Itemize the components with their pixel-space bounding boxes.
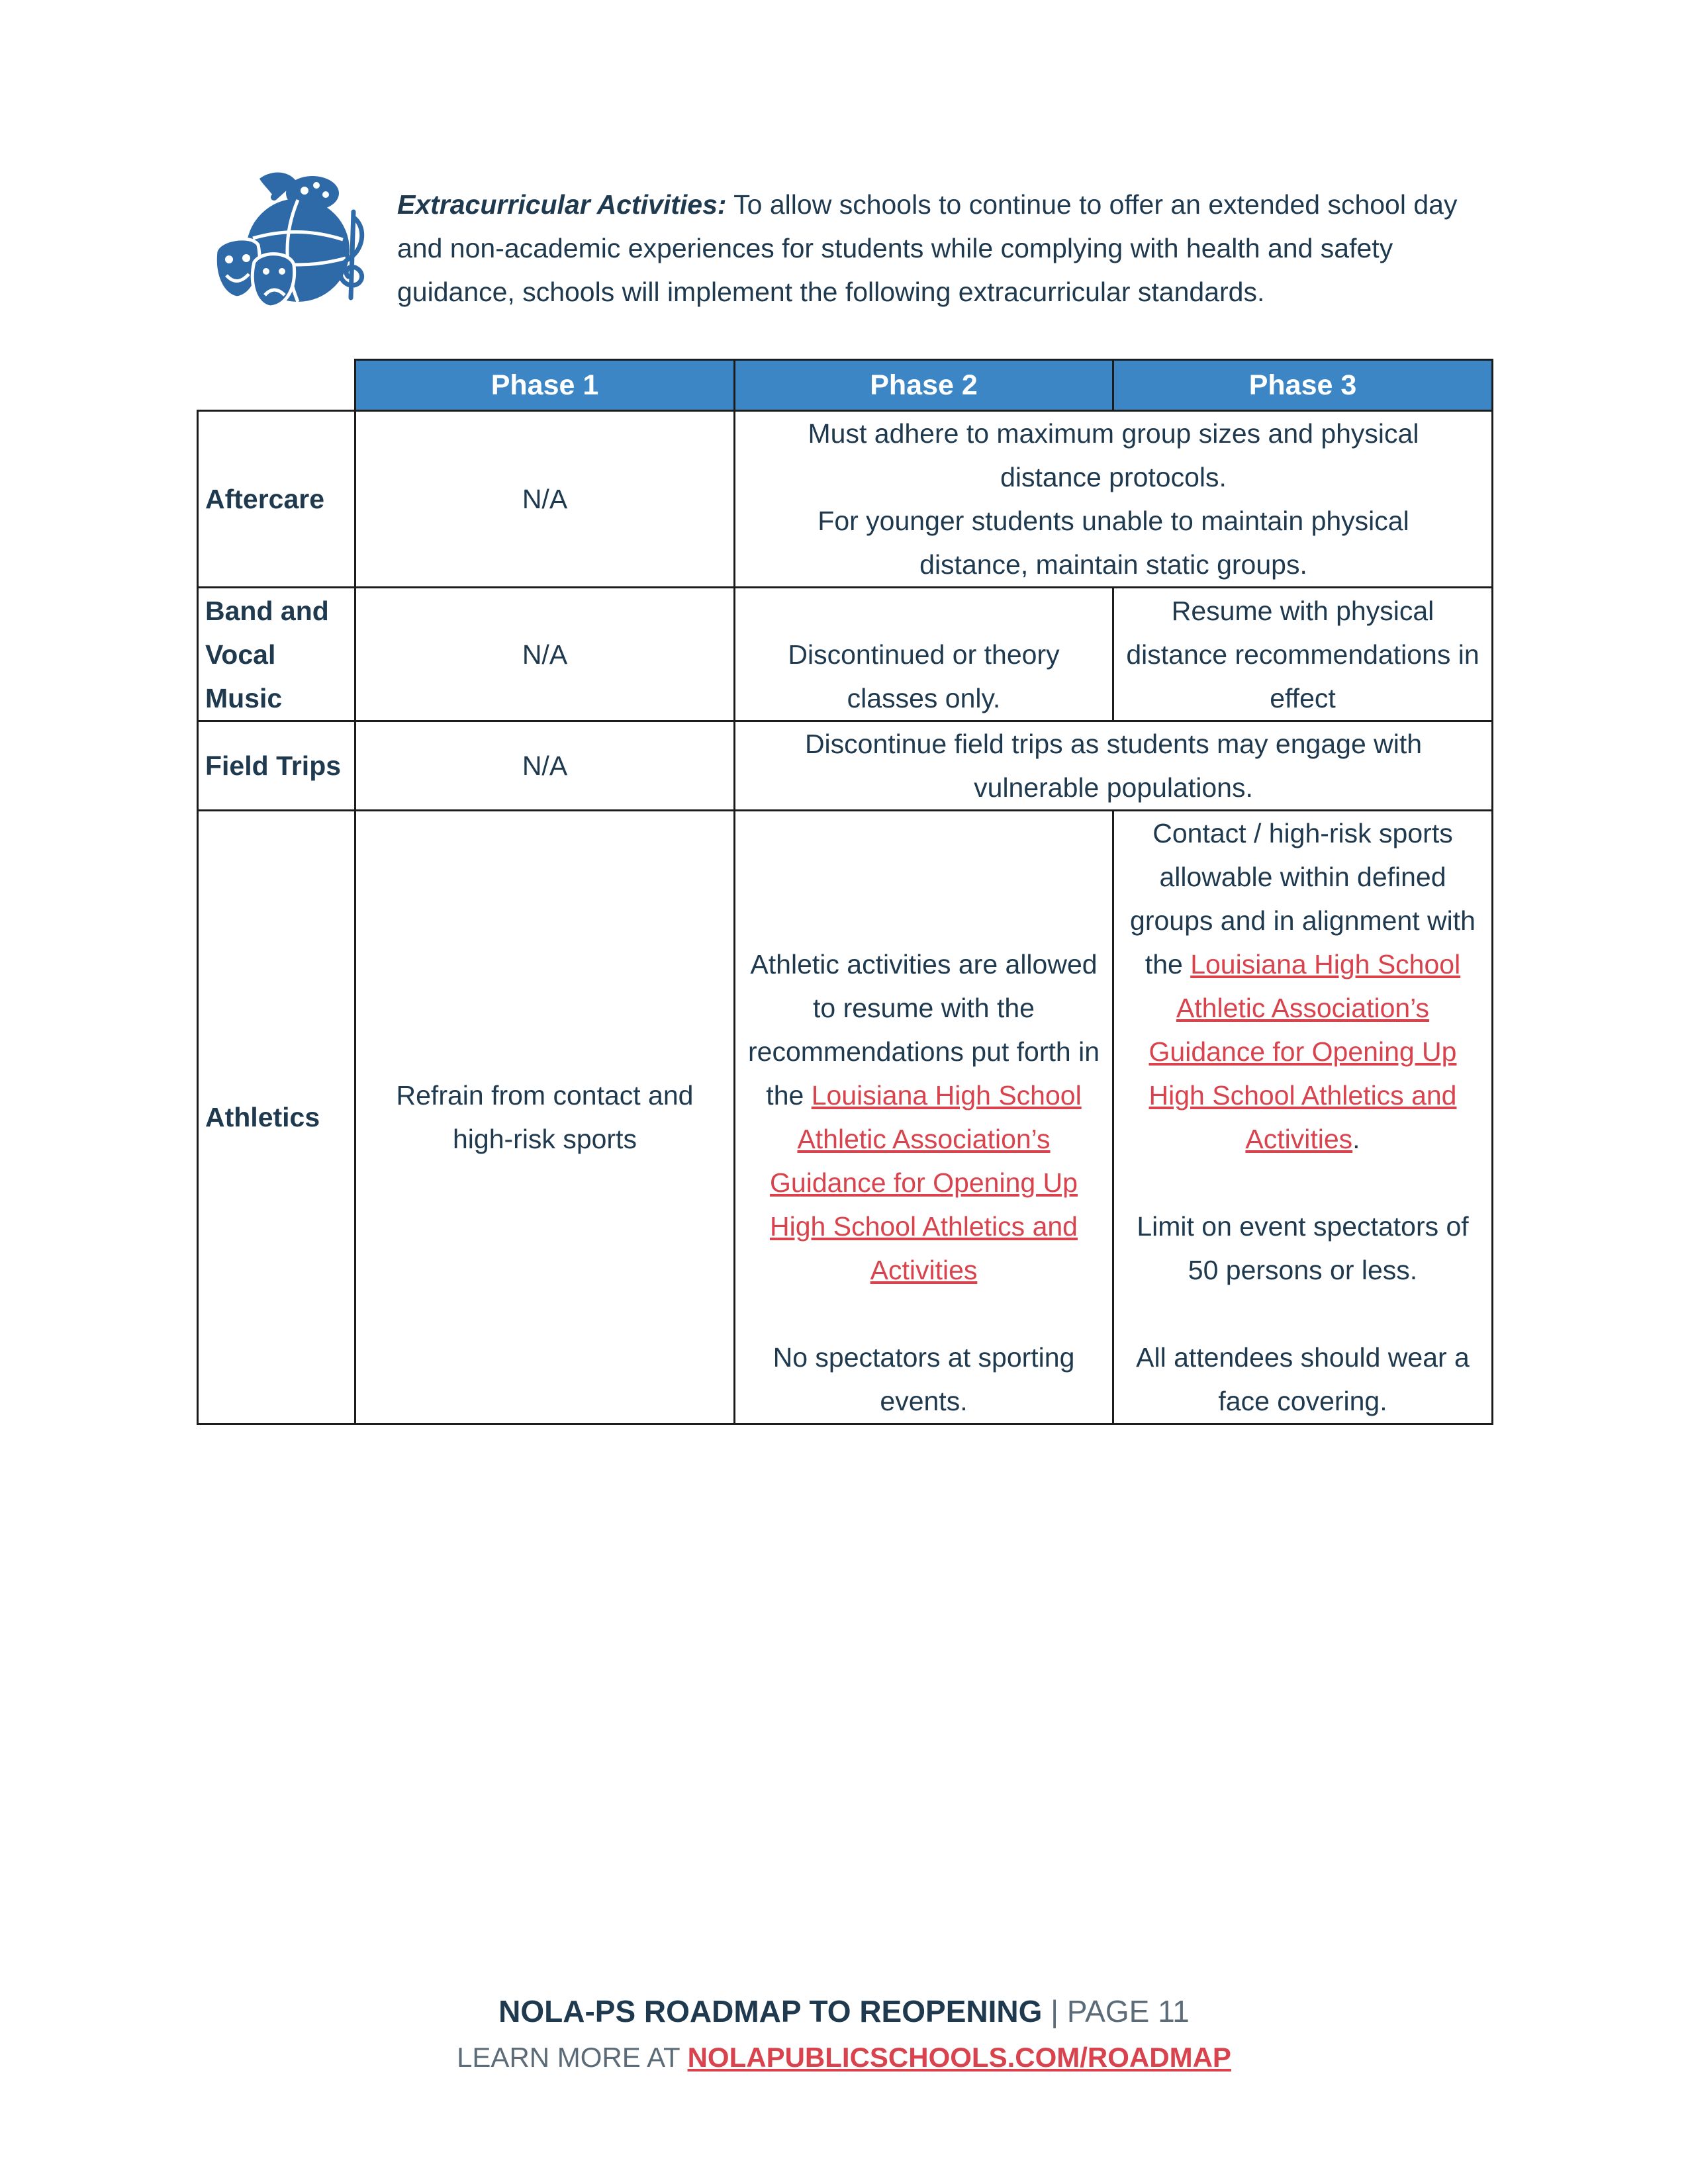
learn-more-label: LEARN MORE AT xyxy=(457,2042,688,2073)
footer-title-line xyxy=(0,1993,1688,2029)
lhsaa-guidance-link-phase-2[interactable]: Louisiana High School Athletic Association’s Guidance for Opening Up High School Athletics and Activities xyxy=(770,1080,1082,1285)
spacer xyxy=(1119,1292,1486,1336)
table-header-row xyxy=(198,360,1493,411)
field-trips-phase-1: N/A xyxy=(355,721,735,811)
intro-paragraph xyxy=(397,183,1489,314)
athletics-phase-3-period: . xyxy=(1352,1124,1360,1154)
table-row-athletics xyxy=(198,811,1493,1424)
aftercare-line-1: Must adhere to maximum group sizes and physical distance protocols. xyxy=(808,418,1419,492)
athletics-phase-2-spectators: No spectators at sporting events. xyxy=(773,1342,1075,1416)
lhsaa-guidance-link-phase-3[interactable]: Louisiana High School Athletic Association’s Guidance for Opening Up High School Athletics and Activities xyxy=(1149,949,1461,1154)
extracurricular-table xyxy=(197,359,1493,1425)
athletics-phase-2-guidance xyxy=(741,942,1107,1292)
aftercare-phase-1: N/A xyxy=(355,411,735,588)
footer-learn-more-line xyxy=(0,2042,1688,2073)
page-number: PAGE 11 xyxy=(1066,1994,1190,2028)
athletics-phase-1: Refrain from contact and high-risk sports xyxy=(355,811,735,1424)
athletics-phase-3-face-covering: All attendees should wear a face covering. xyxy=(1136,1342,1470,1416)
table-row-band xyxy=(198,588,1493,721)
intro-body: To allow schools to continue to offer an extended school day and non-academic experiences for students while complying with health and safety guidance, schools will implement the following extracurricular standards. xyxy=(397,189,1458,307)
table-row-aftercare xyxy=(198,411,1493,588)
athletics-phase-3-guidance xyxy=(1119,811,1486,1161)
aftercare-phase-2-3 xyxy=(735,411,1493,588)
band-phase-1: N/A xyxy=(355,588,735,721)
footer-title: NOLA-PS ROADMAP TO REOPENING xyxy=(498,1994,1043,2028)
row-label-field-trips: Field Trips xyxy=(198,721,355,811)
corner-cell xyxy=(198,360,355,411)
band-phase-3: Resume with physical distance recommendations in effect xyxy=(1113,588,1493,721)
athletics-phase-2-intro: Athletic activities are allowed to resume with the recommendations put forth in the xyxy=(748,949,1100,1111)
athletics-phase-3 xyxy=(1113,811,1493,1424)
spacer xyxy=(741,1292,1107,1336)
spacer xyxy=(1119,1161,1486,1205)
row-label-band: Band and Vocal Music xyxy=(198,588,355,721)
intro-section xyxy=(213,165,1491,318)
extracurricular-activities-icon xyxy=(213,165,372,311)
row-label-aftercare: Aftercare xyxy=(198,411,355,588)
row-label-athletics: Athletics xyxy=(198,811,355,1424)
header-phase-2: Phase 2 xyxy=(735,360,1113,411)
roadmap-link[interactable]: NOLAPUBLICSCHOOLS.COM/ROADMAP xyxy=(687,2042,1231,2073)
footer-separator: | xyxy=(1042,1994,1067,2028)
table-row-field-trips xyxy=(198,721,1493,811)
athletics-phase-3-intro: Contact / high-risk sports allowable within defined groups and in alignment with the xyxy=(1130,818,1476,979)
field-trips-phase-2-3: Discontinue field trips as students may engage with vulnerable populations. xyxy=(735,721,1493,811)
athletics-phase-2 xyxy=(735,811,1113,1424)
intro-lead: Extracurricular Activities: xyxy=(397,189,727,220)
athletics-phase-3-spectator-limit: Limit on event spectators of 50 persons or less. xyxy=(1137,1211,1469,1285)
aftercare-line-2: For younger students unable to maintain physical distance, maintain static groups. xyxy=(818,506,1409,580)
band-phase-2: Discontinued or theory classes only. xyxy=(735,588,1113,721)
header-phase-3: Phase 3 xyxy=(1113,360,1493,411)
header-phase-1: Phase 1 xyxy=(355,360,735,411)
